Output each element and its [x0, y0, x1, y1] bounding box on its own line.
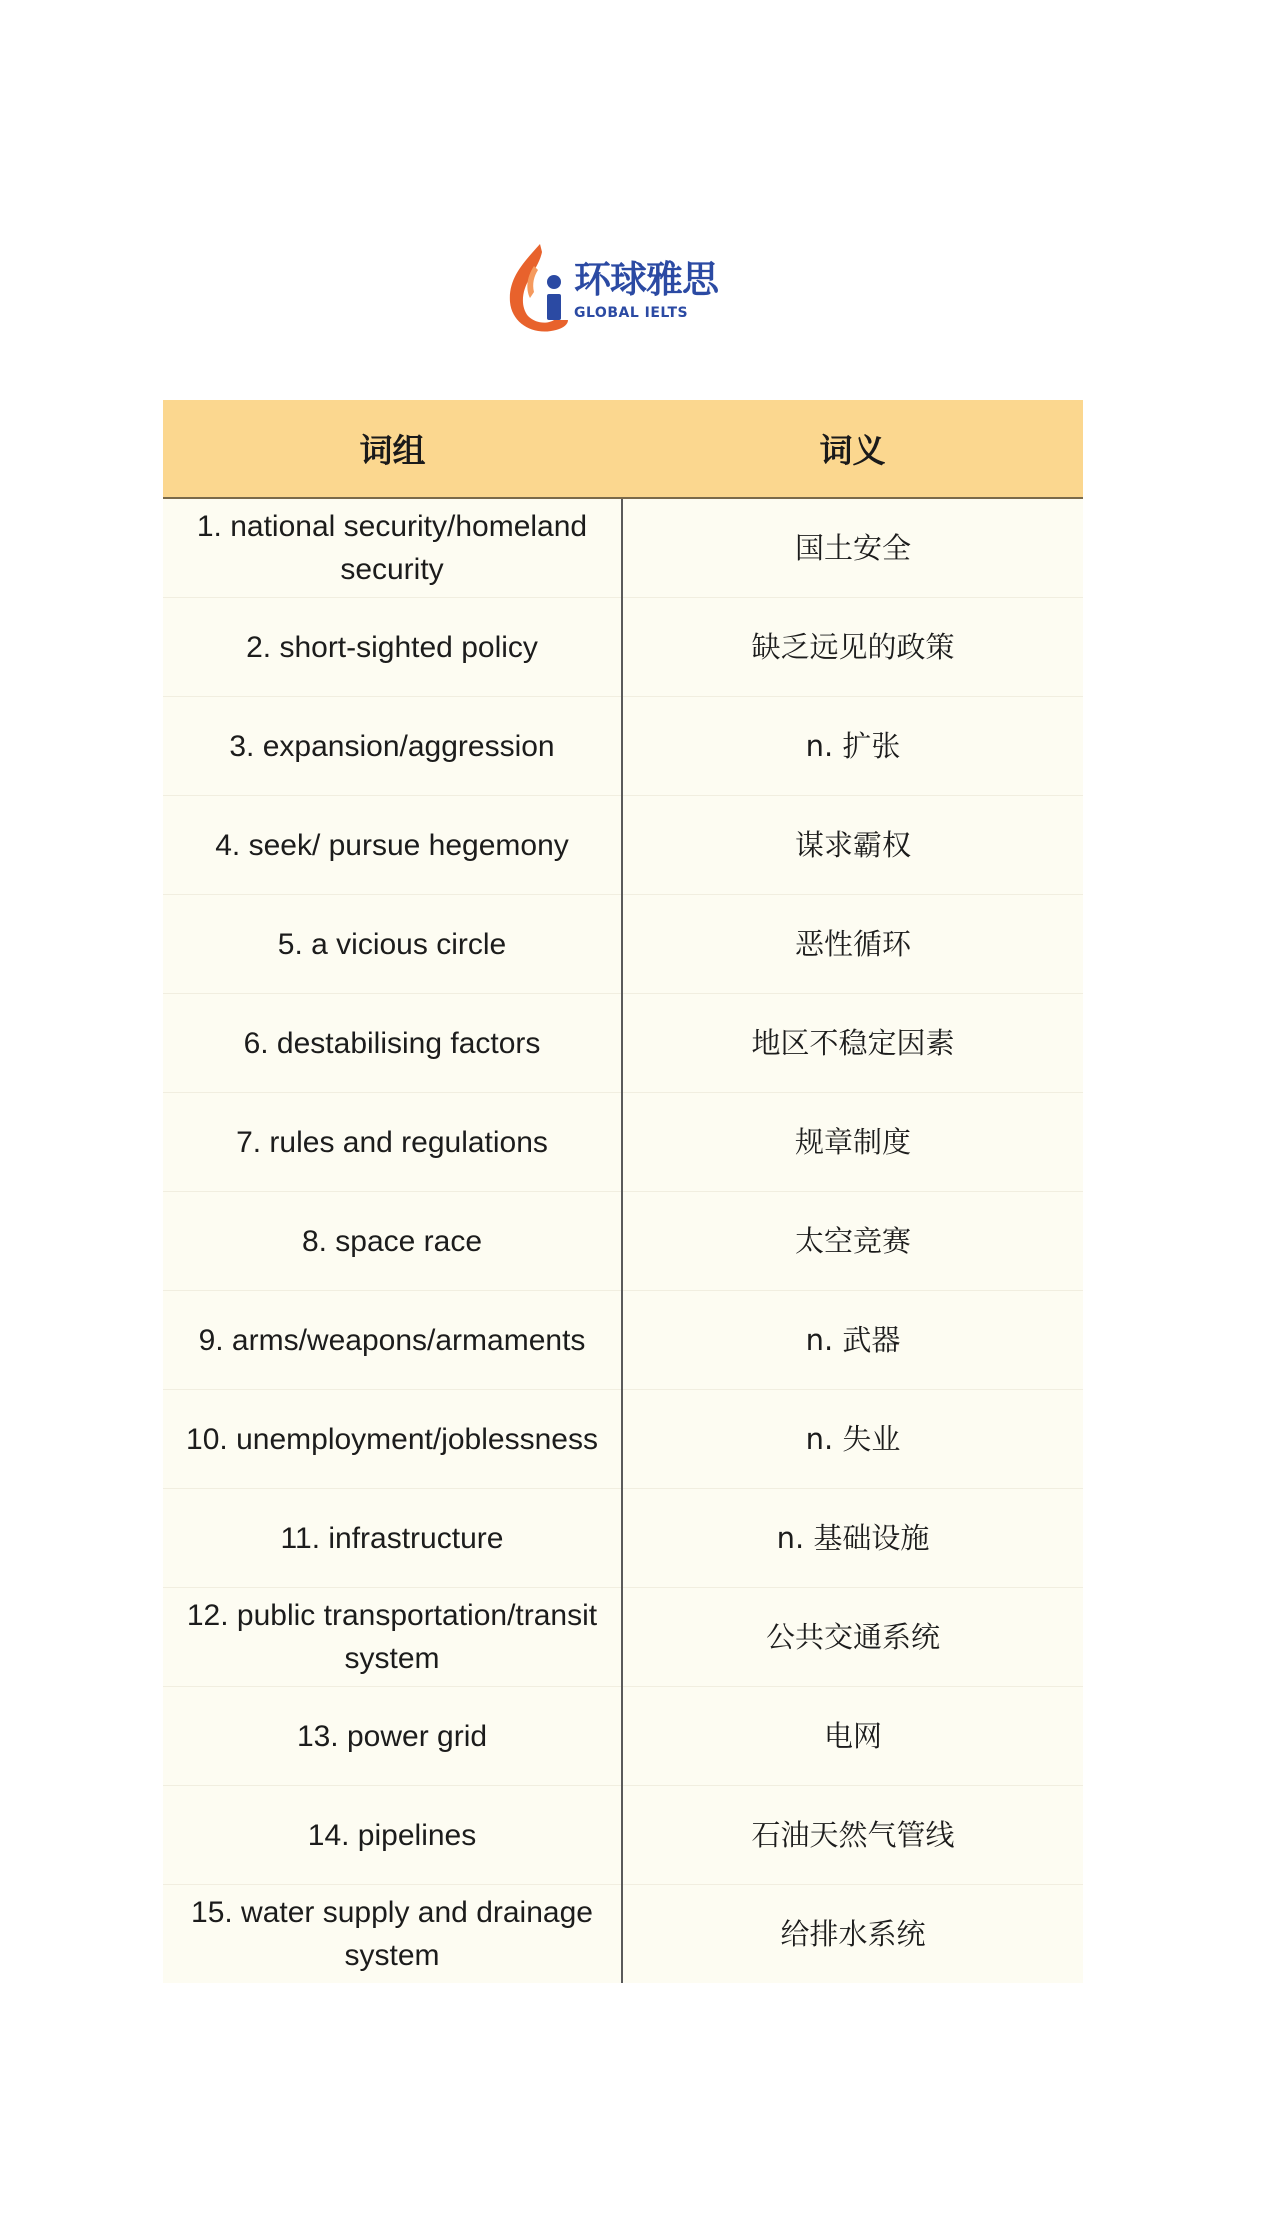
row-meaning: 缺乏远见的政策 — [622, 598, 1083, 697]
row-term: 15. water supply and drainage system — [163, 1885, 622, 1984]
table-row — [163, 598, 1083, 697]
table-row — [163, 895, 1083, 994]
row-meaning: n. 扩张 — [622, 697, 1083, 796]
row-term: 5. a vicious circle — [163, 895, 622, 994]
table-row — [163, 1390, 1083, 1489]
table-row — [163, 1588, 1083, 1687]
row-meaning: 谋求霸权 — [622, 796, 1083, 895]
row-meaning: 恶性循环 — [622, 895, 1083, 994]
row-meaning: 公共交通系统 — [622, 1588, 1083, 1687]
row-term: 8. space race — [163, 1192, 622, 1291]
row-meaning: 给排水系统 — [622, 1885, 1083, 1984]
row-meaning: n. 武器 — [622, 1291, 1083, 1390]
header-meaning: 词义 — [622, 400, 1083, 498]
row-term: 9. arms/weapons/armaments — [163, 1291, 622, 1390]
row-meaning: n. 失业 — [622, 1390, 1083, 1489]
row-term: 10. unemployment/joblessness — [163, 1390, 622, 1489]
table-header-row — [163, 400, 1083, 498]
row-meaning: 国土安全 — [622, 498, 1083, 598]
table-row — [163, 1687, 1083, 1786]
row-term: 1. national security/homeland security — [163, 498, 622, 598]
logo-mark-icon — [504, 240, 570, 340]
row-term: 14. pipelines — [163, 1786, 622, 1885]
row-term: 7. rules and regulations — [163, 1093, 622, 1192]
table-row — [163, 1192, 1083, 1291]
table-row — [163, 796, 1083, 895]
vocabulary-table — [163, 400, 1083, 1983]
table-row — [163, 994, 1083, 1093]
row-term: 12. public transportation/transit system — [163, 1588, 622, 1687]
row-meaning: 规章制度 — [622, 1093, 1083, 1192]
row-term: 2. short-sighted policy — [163, 598, 622, 697]
logo-chinese-text: 环球雅思 — [574, 258, 718, 301]
table-row — [163, 498, 1083, 598]
row-meaning: 太空竞赛 — [622, 1192, 1083, 1291]
row-meaning: n. 基础设施 — [622, 1489, 1083, 1588]
row-term: 11. infrastructure — [163, 1489, 622, 1588]
table-row — [163, 1885, 1083, 1984]
global-ielts-logo — [504, 238, 734, 342]
table-row — [163, 1786, 1083, 1885]
row-meaning: 地区不稳定因素 — [622, 994, 1083, 1093]
logo-english-text: GLOBAL IELTS — [574, 305, 689, 321]
row-meaning: 石油天然气管线 — [622, 1786, 1083, 1885]
table-row — [163, 1489, 1083, 1588]
row-term: 3. expansion/aggression — [163, 697, 622, 796]
row-term: 4. seek/ pursue hegemony — [163, 796, 622, 895]
header-phrase: 词组 — [163, 400, 622, 498]
table-row — [163, 1291, 1083, 1390]
table-row — [163, 1093, 1083, 1192]
row-meaning: 电网 — [622, 1687, 1083, 1786]
row-term: 6. destabilising factors — [163, 994, 622, 1093]
row-term: 13. power grid — [163, 1687, 622, 1786]
table-row — [163, 697, 1083, 796]
